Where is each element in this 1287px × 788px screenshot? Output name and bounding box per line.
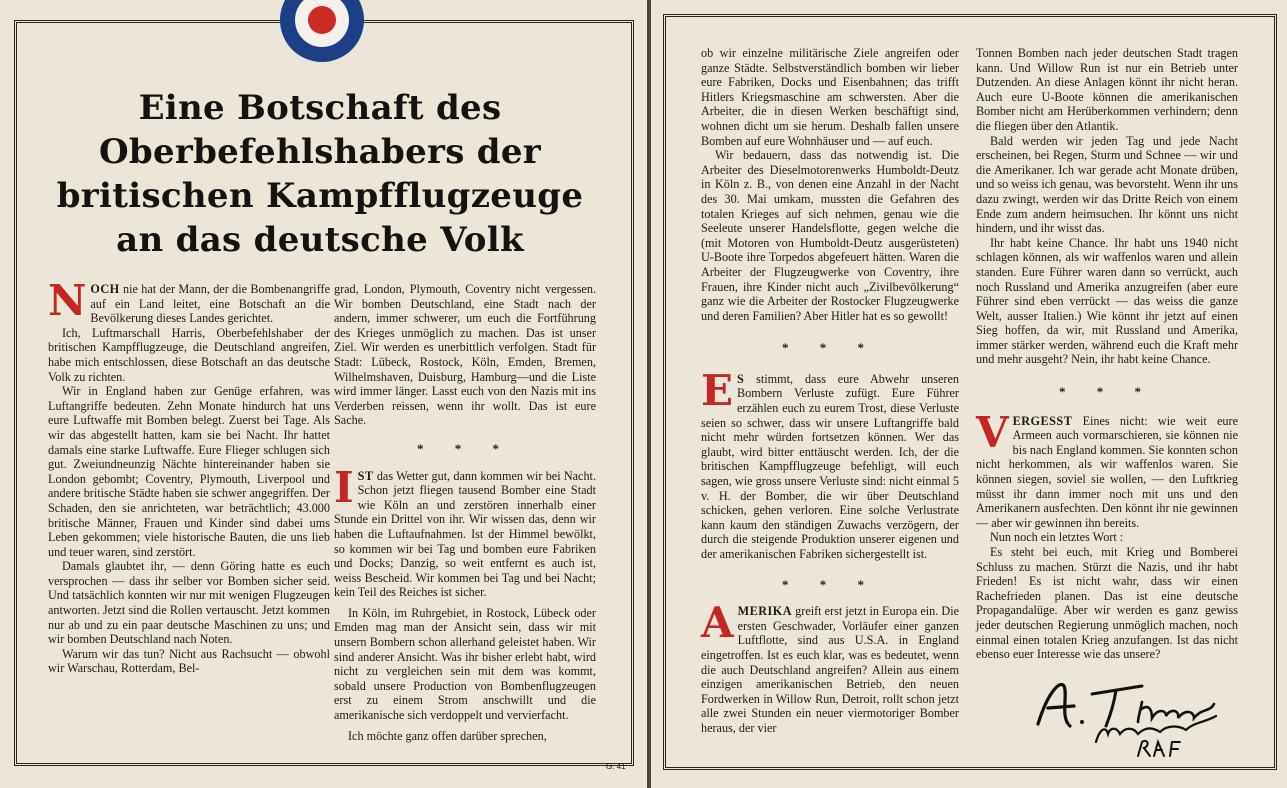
column-2 [334,282,596,743]
section-divider: * * * [417,440,513,456]
paragraph: Wir bedauern, dass das notwendig ist. Die Arbeiter des Dieselmotorenwerks Humboldt-Deutz in Köln z. B., von denen eine Anzahl in der Nacht des 30. Mai umkam, mussten die Gefahren des totalen Krieges auf sich nehmen, genau wie die Seeleute unserer Handelsflotte, gegen welche die (mit Motoren von Humboldt-Deutz ausgerüsteten) U-Boote ihre Torpedos abgefeuert hätten. Waren die Arbeiter der Flugzeugwerke von Coventry, ihre Frauen, ihre Kinder nicht auch „Zivilbevölkerung“ ganz wie die Arbeiter der Rostocker Flugzeugwerke und deren Familien? Aber Hitler hat es so gewollt! [701,148,959,323]
paragraph: Bald werden wir jeden Tag und jede Nacht erscheinen, bei Regen, Sturm und Schnee — wir und die Amerikaner. Ich war gerade acht Monate drüben, und so weiss ich genau, was bevorsteht. Wenn ihr uns dazu zwingt, werden wir das Dritte Reich von einem Ende zum andern heimsuchen. Ihr könnt uns nicht hindern, und ihr wisst das. [976,133,1238,236]
title-line-1: Eine Botschaft des [138,88,502,128]
paragraph: Warum wir das tun? Nicht aus Rachsucht — obwohl wir Warschau, Rotterdam, Bel- [48,646,330,676]
title-line-4: an das deutsche Volk [116,220,524,260]
drop-cap: I [334,462,354,512]
paragraph: Damals glaubtet ihr, — denn Göring hatte es euch versprochen — dass ihr selber vor Bomben sicher seid. Und tatsächlich konnten wir nur mit wenigen Flugzeugen antworten. Jetzt sind die Rollen vertauscht. Jetzt kommen nur ab und zu ein paar deutsche Maschinen zu uns; und wir bomben Deutschland nach Noten. [48,559,330,647]
paragraph-text: nie hat der Mann, der die Bombenangriffe auf ein Land leitet, eine Botschaft an die Bevölkerung dieses Landes gerichtet. [90,282,330,326]
signature-image [1030,672,1260,762]
section-divider: * * * [1059,384,1155,400]
lead-word: MERIKA [737,604,793,619]
column-4 [976,46,1238,662]
column-3 [701,46,959,736]
section-divider: * * * [782,340,878,356]
paragraph: Wir in England haben zur Genüge erfahren, was Luftangriffe bedeuten. Zehn Monate hindurch hat uns eure Luftwaffe mit Bomben belegt. Zuerst bei Tage. Als wir das abgestellt hatten, kam sie bei Nacht. Ihr hattet damals eine starke Luftwaffe. Eure Flieger schlugen sich gut. Zweiundneunzig Nächte hintereinander haben sie London gebombt; Coventry, Plymouth, Liverpool und andere britische Städte haben sie schwer angegriffen. Der Schaden, den sie anrichteten, war beträchtlich; 43.000 britische Männer, Frauen und Kinder sind dabei ums Leben gekommen; viele historische Bauten, die uns lieb und teuer waren, sind zerstört. [48,384,330,559]
signature [1030,672,1260,762]
paragraph [976,407,1238,531]
lead-word: S [737,371,745,386]
title-line-3: britischen Kampfflugzeuge [56,176,584,216]
drop-cap: A [701,598,734,648]
right-page [651,0,1287,788]
paragraph [701,598,959,735]
paragraph [701,365,959,562]
drop-cap: E [701,365,734,415]
paragraph: Nun noch ein letztes Wort : [990,530,1124,545]
drop-cap: N [48,276,87,325]
paragraph: Tonnen Bomben nach jeder deutschen Stadt tragen kann. Und Willow Run ist nur ein Betrieb unter Dutzenden. An diese Anlagen könnt ihr nicht heran. Auch eure U-Boote können die amerikanischen Bomber nicht am Herüberkommen verhindern; denn die fliegen über den Atlantik. [976,46,1238,133]
paragraph: Ihr habt keine Chance. Ihr habt uns 1940 nicht schlagen können, als wir waffenlos waren und allein standen. Eure Führer waren dann so verrückt, auch noch Russland und Amerika anzugreifen (aber eure Führer sind eben verrückt — das weiss die ganze Welt, ausser Italien.) Wie könnt ihr jetzt auf einen Sieg hoffen, da wir, mit Russland und Amerika, immer stärker werden, während euch die Kraft mehr und mehr ausgeht? Nein, ihr habt keine Chance. [976,235,1238,367]
paragraph: In Köln, im Ruhrgebiet, in Rostock, Lübeck oder Emden mag man der Ansicht sein, dass wir mit unsern Bombern schon allerhand geleistet haben. Wir sind anderer Ansicht. Was ihr bisher erlebt habt, wird nicht zu vergleichen sein mit dem was kommt, sobald unsere Production von Bombenflugzeugen erst zu einem Strom anschwillt und die amerikanische sich verdoppelt und vervierfacht. [334,605,596,723]
lead-word: OCH [90,282,120,296]
drop-cap: V [976,407,1009,457]
paragraph: Es steht bei euch, mit Krieg und Bomberei Schluss zu machen. Stürzt die Nazis, und ihr habt Frieden! Es ist nicht wahr, dass wir einen Rachefrieden planen. Das ist eine deutsche Propagandalüge. Aber wir werden es ganz gewiss jeder deutschen Regierung unmöglich machen, noch einmal einen totalen Krieg anzufangen. Ist das nicht ebenso euer Interesse wie das unsere? [976,545,1238,662]
paragraph: grad, London, Plymouth, Coventry nicht vergessen. Wir bomben Deutschland, eine Stadt nach der andern, immer schwerer, um euch die Fortführung des Krieges unmöglich zu machen. Das ist unser Ziel. Wir werden es unerbittlich verfolgen. Stadt für Stadt: Lübeck, Rostock, Köln, Emden, Bremen, Wilhelmshaven, Duisburg, Hamburg—und die Liste wird immer länger. Lasst euch von den Nazis mit ins Verderben reissen, wenn ihr wollt. Das ist eure Sache. [334,282,596,428]
paragraph: Ich möchte ganz offen darüber sprechen, [348,728,547,743]
paragraph: ob wir einzelne militärische Ziele angreifen oder ganze Städte. Selbstverständlich bomben wir lieber eure Fabriken, Docks und Eisenbahnen; das trifft Hitlers Kriegsmaschine am schwersten. Aber die Arbeiter, die in diesen Werken beschäftigt sind, wohnen dicht um sie herum. Deshalb fallen unsere Bomben auf eure Wohnhäuser und — auf euch. [701,46,959,148]
column-1 [48,276,330,676]
page-title [20,86,620,262]
paragraph: Ich, Luftmarschall Harris, Oberbefehlshaber der britischen Kampfflugzeuge, die Deutschland angreifen, habe mich entschlossen, diese Botschaft an das deutsche Volk zu richten. [48,325,330,384]
paragraph [334,462,596,600]
paragraph-text: greift erst jetzt in Europa ein. Die ersten Geschwader, Vorläufer einer ganzen Luftflotte, sind aus U.S.A. in England eingetroffen. Ist es euch klar, was es bedeutet, wenn die auch Deutschland angreifen? Allein aus einem einzigen amerikanischen Betrieb, den neuen Fordwerken in Willow Run, Detroit, rollt schon jetzt alle zwei Stunden ein neuer viermotoriger Bomber heraus, der vier [701,604,959,735]
paragraph [48,276,330,326]
section-divider: * * * [782,576,878,592]
paragraph-text: das Wetter gut, dann kommen wir bei Nacht. Schon jetzt fliegen tausend Bomber eine Stadt wie Köln an und zerstören innerhalb einer Stunde ein Drittel von ihr. Wir wissen das, denn wir haben die Luftaufnahmen. Ist der Himmel bewölkt, so kommen wir bei Tag und bomben eure Fabriken und Docks; Danzig, so weit entfernt es auch ist, weiss Bescheid. Wir kommen bei Tag und bei Nacht; kein Teil des Reiches ist sicher. [334,468,596,600]
title-line-2: Oberbefehlshabers der [98,132,542,172]
lead-word: ERGESST [1012,413,1073,428]
paragraph-text: stimmt, dass eure Abwehr unseren Bombern Verluste zufügt. Eure Führer erzählen euch zu eurem Trost, diese Verluste seien so schwer, dass wir unsere Luftangriffe bald nicht mehr würden fortsetzen können. Wer das glaubt, wird bitter enttäuscht werden. Ich, der die britischen Kampfflugzeuge befehligt, will euch sagen, wie gross unsere Verluste sind: nicht einmal 5 v. H. der Bomber, die wir über Deutschland schicken, gehen verloren. Eine solche Verlustrate kann kaum den ständigen Zuwachs verzögern, der durch die steigende Produktion unserer eigenen und der amerikanischen Fabriken sichergestellt ist. [701,371,959,561]
paragraph-text: Eines nicht: wie weit eure Armeen auch vormarschieren, sie können nie bis nach England kommen. Sie konnten schon nicht herkommen, als wir waffenlos waren. Sie können siegen, soviel sie wollen, — den Luftkrieg müsst ihr dann immer noch mit uns und den Amerikanern ausfechten. Den könnt ihr nie gewinnen — aber wir gewinnen ihn bereits. [976,413,1238,530]
lead-word: ST [357,468,374,483]
form-number: G. 41 [606,762,626,771]
